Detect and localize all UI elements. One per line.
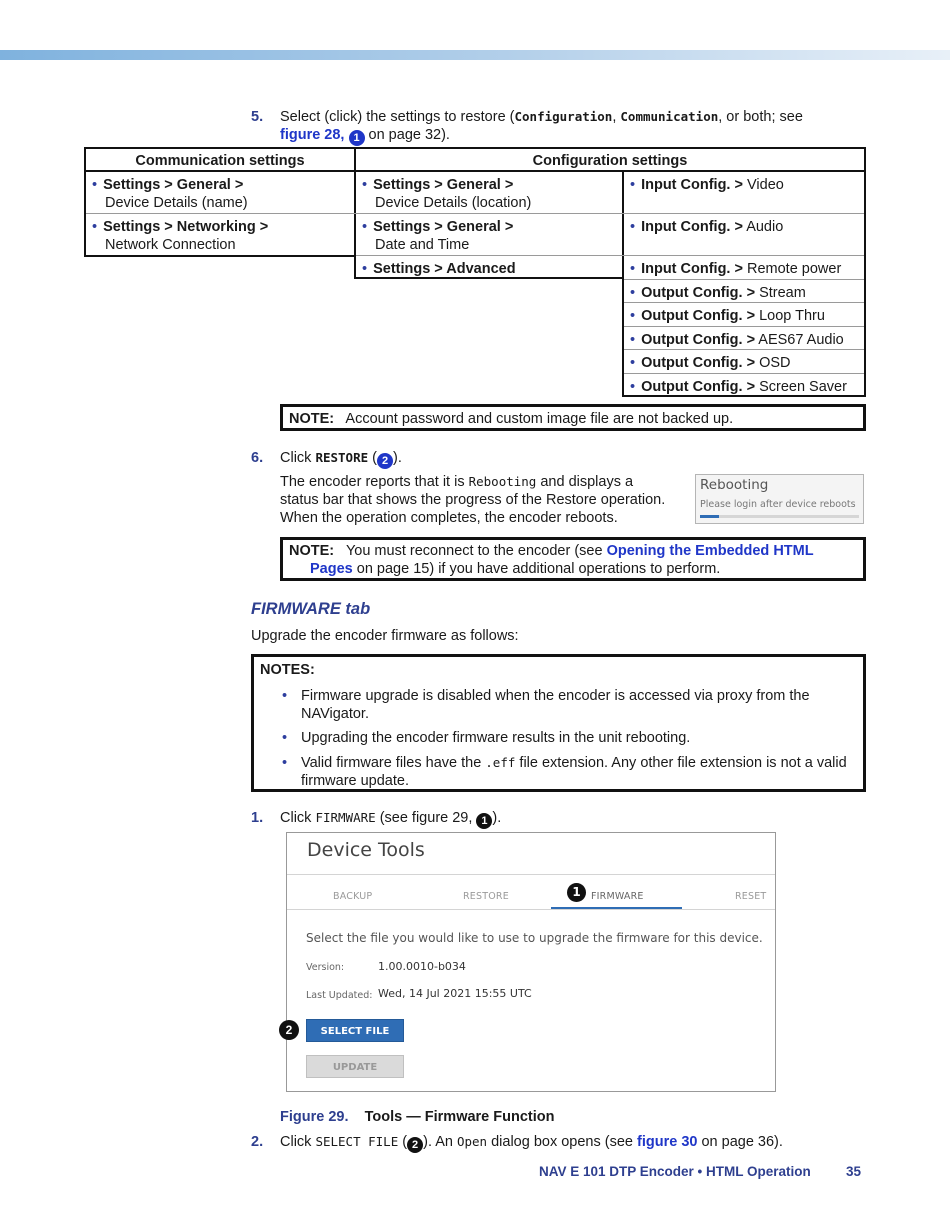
table-cell: • Output Config. > Stream [630, 285, 806, 301]
figure-caption: Figure 29. Tools — Firmware Function [280, 1109, 555, 1125]
table-cell: • Settings > Advanced [362, 261, 516, 277]
step-6-description: The encoder reports that it is Rebooting and displays a status bar that shows the progress of the Restore operation. When the operation completes, the encoder reboots. [280, 474, 666, 526]
footer-title: NAV E 101 DTP Encoder • HTML Operation [539, 1164, 811, 1179]
tab-reset[interactable]: RESET [735, 891, 767, 902]
callout-1-icon: 1 [476, 813, 492, 829]
table-cell: • Input Config. > Video [630, 177, 784, 193]
figure-28-link[interactable]: figure 28, [280, 127, 345, 143]
config-header: Configuration settings [532, 153, 688, 169]
note-item: Valid firmware files have the .eff file extension. Any other file extension is not a valid firmware update. [301, 755, 847, 789]
callout-1-icon: 1 [349, 130, 365, 146]
step-number: 5. [251, 109, 264, 125]
section-heading: FIRMWARE tab [251, 600, 371, 618]
tab-backup[interactable]: BACKUP [333, 891, 373, 902]
step-5-text-2: figure 28, 1 on page 32). [280, 127, 450, 144]
table-cell: • Settings > Networking > Network Connection [92, 219, 269, 253]
table-cell: • Input Config. > Remote power [630, 261, 842, 277]
note-item: Firmware upgrade is disabled when the encoder is accessed via proxy from the NAVigator. [301, 688, 810, 722]
step-6-text: Click RESTORE ( 2 ). [280, 450, 402, 467]
table-cell: • Output Config. > OSD [630, 355, 791, 371]
instruction-text: Select the file you would like to use to upgrade the firmware for this device. [306, 931, 763, 945]
note-box: NOTE: Account password and custom image file are not backed up. [280, 404, 866, 431]
figure-30-link[interactable]: figure 30 [637, 1134, 698, 1150]
table-cell: • Settings > General > Device Details (name) [92, 177, 248, 211]
updated-label: Last Updated: [306, 990, 373, 1001]
table-cell: • Settings > General > Date and Time [362, 219, 514, 253]
step-number: 1. [251, 810, 264, 826]
callout-2-icon: 2 [279, 1020, 299, 1040]
step-number: 6. [251, 450, 264, 466]
step-number: 2. [251, 1134, 264, 1150]
notes-box: NOTES: • Firmware upgrade is disabled when the encoder is accessed via proxy from the NAVigator. • Upgrading the encoder firmware results in the unit rebooting. • Valid firmware files have the .eff file extension. Any other file extension is not a valid firmware update. [251, 654, 866, 792]
device-tools-panel [286, 832, 776, 1092]
panel-title: Device Tools [307, 839, 425, 861]
progress-bar-fill [700, 515, 719, 518]
update-button[interactable]: UPDATE [306, 1055, 404, 1078]
callout-2-icon: 2 [377, 453, 393, 469]
select-file-button[interactable]: SELECT FILE [306, 1019, 404, 1042]
progress-bar [700, 515, 859, 518]
embedded-html-link-cont[interactable]: Pages [310, 561, 353, 577]
note-box: NOTE: You must reconnect to the encoder (see Opening the Embedded HTML Pages on page 15) if you have additional operations to perform. [280, 537, 866, 581]
table-cell: • Output Config. > Screen Saver [630, 379, 847, 395]
callout-1-icon: 1 [567, 883, 586, 902]
settings-table [0, 0, 950, 400]
step-2-text: Click SELECT FILE ( 2 ). An Open dialog box opens (see figure 30 on page 36). [280, 1134, 783, 1151]
step-5-text: Select (click) the settings to restore (Configuration, Communication, or both; see [280, 109, 803, 125]
tab-firmware[interactable]: FIRMWARE [591, 891, 644, 902]
table-cell: • Output Config. > AES67 Audio [630, 332, 844, 348]
callout-2-icon: 2 [407, 1137, 423, 1153]
embedded-html-link[interactable]: Opening the Embedded HTML [606, 543, 814, 559]
table-cell: • Output Config. > Loop Thru [630, 308, 825, 324]
comm-header: Communication settings [135, 153, 305, 169]
version-label: Version: [306, 962, 345, 973]
table-cell: • Settings > General > Device Details (location) [362, 177, 532, 211]
page-number: 35 [846, 1164, 862, 1179]
updated-value: Wed, 14 Jul 2021 15:55 UTC [378, 987, 532, 1000]
dialog-title: Rebooting [700, 477, 769, 493]
step-1-text: Click FIRMWARE (see figure 29, 1 ). [280, 810, 502, 827]
firmware-intro: Upgrade the encoder firmware as follows: [251, 628, 519, 644]
tab-restore[interactable]: RESTORE [463, 891, 509, 902]
dialog-message: Please login after device reboots [700, 499, 856, 510]
table-cell: • Input Config. > Audio [630, 219, 784, 235]
rebooting-dialog [695, 474, 864, 524]
note-item: Upgrading the encoder firmware results in the unit rebooting. [301, 730, 691, 746]
version-value: 1.00.0010-b034 [378, 960, 466, 973]
